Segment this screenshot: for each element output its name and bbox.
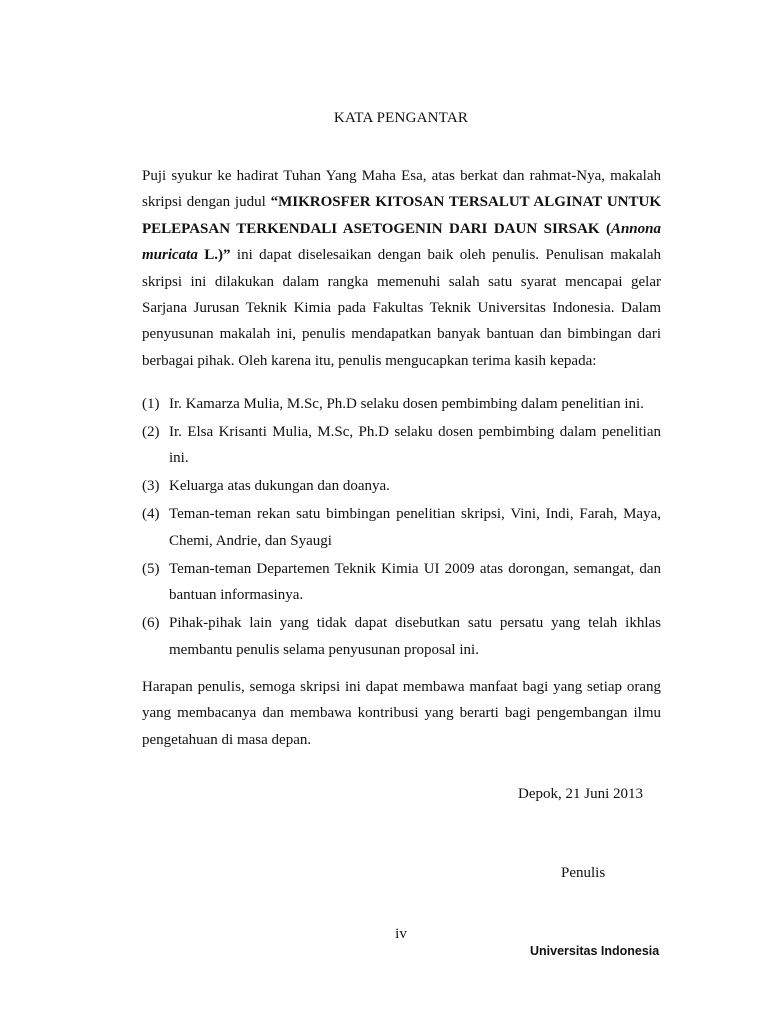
list-item-number: (4): [142, 506, 160, 523]
footer-university: Universitas Indonesia: [530, 944, 660, 958]
page-number: iv: [395, 926, 407, 942]
intro-paragraph: [142, 163, 661, 374]
list-item-number: (3): [142, 478, 160, 495]
list-item-text: Keluarga atas dukungan dan doanya.: [169, 478, 390, 495]
list-item: [142, 501, 661, 554]
list-item: [142, 556, 661, 609]
species-name: Annona muricata: [142, 220, 661, 264]
list-item-text: Ir. Elsa Krisanti Mulia, M.Sc, Ph.D selaku dosen pembimbing dalam penelitian ini.: [169, 424, 661, 467]
list-item: [142, 610, 661, 663]
thesis-title: “MIKROSFER KITOSAN TERSALUT ALGINAT UNTUK PELEPASAN TERKENDALI ASETOGENIN DARI DAUN SIRSAK (: [142, 194, 661, 237]
list-item-number: (5): [142, 560, 160, 577]
intro-text-part2: ini dapat diselesaikan dengan baik oleh penulis. Penulisan makalah skripsi ini dilakukan dalam rangka memenuhi salah satu syarat mencapai gelar Sarjana Jurusan Teknik Kimia pada Fakultas Teknik Universitas Indonesia. Dalam penyusunan makalah ini, penulis mendapatkan banyak bantuan dan bimbingan dari berbagai pihak. Oleh karena itu, penulis mengucapkan terima kasih kepada:: [142, 247, 662, 369]
intro-text-part1: Puji syukur ke hadirat Tuhan Yang Maha Esa, atas berkat dan rahmat-Nya, makalah skripsi dengan judul: [142, 168, 661, 211]
list-item-number: (2): [142, 424, 160, 440]
place-date: Depok, 21 Juni 2013: [518, 786, 643, 802]
list-item: [142, 419, 661, 472]
list-item-number: (1): [142, 396, 160, 412]
list-item-text: Pihak-pihak lain yang tidak dapat disebutkan satu persatu yang telah ikhlas membantu penulis selama penyusunan proposal ini.: [169, 615, 661, 658]
list-item: [142, 473, 661, 499]
page-title: KATA PENGANTAR: [333, 110, 469, 126]
list-item-text: Teman-teman rekan satu bimbingan penelitian skripsi, Vini, Indi, Farah, Maya, Chemi, Andrie, dan Syaugi: [169, 506, 661, 549]
signature: Penulis: [561, 865, 606, 881]
acknowledgement-list: [142, 391, 661, 665]
list-item-text: Ir. Kamarza Mulia, M.Sc, Ph.D selaku dosen pembimbing dalam penelitian ini.: [169, 396, 644, 412]
list-item-text: Teman-teman Departemen Teknik Kimia UI 2009 atas dorongan, semangat, dan bantuan informasinya.: [169, 560, 661, 604]
list-item-number: (6): [142, 615, 160, 632]
list-item: [142, 391, 661, 417]
thesis-title-end: L.)”: [197, 247, 231, 264]
closing-paragraph: Harapan penulis, semoga skripsi ini dapat membawa manfaat bagi yang setiap orang yang membacanya dan membawa kontribusi yang berarti bagi pengembangan ilmu pengetahuan di masa depan.: [142, 679, 661, 748]
